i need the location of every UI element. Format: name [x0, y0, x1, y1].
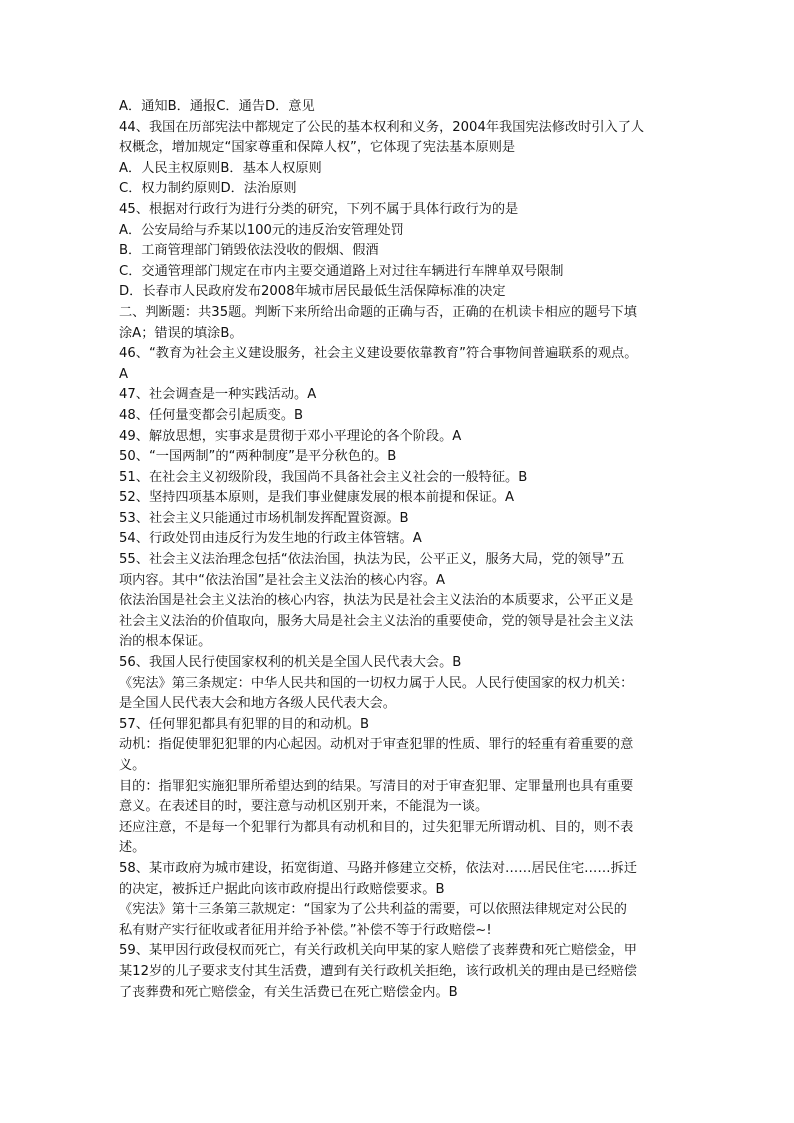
text-line: 56、我国人民行使国家权利的机关是全国人民代表大会。B [119, 655, 462, 671]
text-line: 59、某甲因行政侵权而死亡，有关行政机关向甲某的家人赔偿了丧葬费和死亡赔偿金，甲 [119, 943, 637, 959]
text-line: 的决定，被拆迁户据此向该市政府提出行政赔偿要求。B [119, 881, 445, 897]
text-line: 动机：指促使罪犯犯罪的内心起因。动机对于审查犯罪的性质、罪行的轻重有着重要的意 [119, 737, 634, 753]
text-line: 46、“教育为社会主义建设服务，社会主义建设要依靠教育”符合事物间普遍联系的观点。 [119, 346, 638, 362]
text-line: 58、某市政府为城市建设，拓宽街道、马路并修建立交桥，依法对……居民住宅……拆迁 [119, 860, 637, 876]
text-line: 涂A；错误的填涂B。 [119, 325, 243, 341]
text-line: 45、根据对行政行为进行分类的研究，下列不属于具体行政行为的是 [119, 201, 519, 217]
text-line: 权概念，增加规定“国家尊重和保障人权”，它体现了宪法基本原则是 [119, 140, 516, 156]
text-line: A．通知B．通报C．通告D．意见 [119, 99, 315, 114]
text-line: 项内容。其中“依法治国”是社会主义法治的核心内容。A [119, 572, 445, 588]
text-line: 48、任何量变都会引起质变。B [119, 407, 304, 423]
text-line: A．人民主权原则B．基本人权原则 [119, 160, 322, 176]
text-line: 54、行政处罚由违反行为发生地的行政主体管辖。A [119, 531, 422, 547]
text-line: 社会主义法治的价值取向，服务大局是社会主义法治的重要使命，党的领导是社会主义法 [119, 613, 634, 629]
text-line: 私有财产实行征收或者征用并给予补偿。”补偿不等于行政赔偿~! [119, 922, 492, 938]
text-line: 二、判断题：共35题。判断下来所给出命题的正确与否，正确的在机读卡相应的题号下填 [119, 304, 637, 320]
text-line: 《宪法》第十三条第三款规定：“国家为了公共利益的需要，可以依照法律规定对公民的 [119, 902, 627, 918]
text-line: 还应注意，不是每一个犯罪行为都具有动机和目的，过失犯罪无所谓动机、目的，则不表 [119, 819, 634, 835]
text-line: 53、社会主义只能通过市场机制发挥配置资源。B [119, 510, 409, 526]
text-line: 《宪法》第三条规定：中华人民共和国的一切权力属于人民。人民行使国家的权力机关： [119, 675, 634, 691]
text-line: D．长春市人民政府发布2008年城市居民最低生活保障标准的决定 [119, 284, 506, 300]
text-line: 52、坚持四项基本原则，是我们事业健康发展的根本前提和保证。A [119, 490, 515, 506]
text-line: C．交通管理部门规定在市内主要交通道路上对过往车辆进行车牌单双号限制 [119, 263, 564, 279]
text-line: 47、社会调查是一种实践活动。A [119, 387, 317, 403]
text-line: A．公安局给与乔某以100元的违反治安管理处罚 [119, 222, 404, 238]
text-line: 50、“一国两制”的“两种制度”是平分秋色的。B [119, 449, 397, 465]
text-line: 51、在社会主义初级阶段，我国尚不具备社会主义社会的一般特征。B [119, 469, 528, 485]
text-line: 了丧葬费和死亡赔偿金，有关生活费已在死亡赔偿金内。B [119, 984, 458, 1000]
document-body [119, 97, 679, 1003]
text-line: 治的根本保证。 [119, 634, 212, 650]
text-line: A [119, 366, 129, 382]
text-line: 55、社会主义法治理念包括“依法治国，执法为民，公平正义，服务大局，党的领导”五 [119, 552, 625, 568]
text-line: 意义。在表述目的时，要注意与动机区别开来，不能混为一谈。 [119, 799, 489, 815]
text-line: 义。 [119, 758, 146, 773]
text-line: 目的：指罪犯实施犯罪所希望达到的结果。写清目的对于审查犯罪、定罪量刑也具有重要 [119, 778, 634, 794]
text-line: C．权力制约原则D．法治原则 [119, 181, 297, 197]
text-line: 49、解放思想，实事求是贯彻于邓小平理论的各个阶段。A [119, 428, 462, 444]
text-line: 44、我国在历部宪法中都规定了公民的基本权利和义务，2004年我国宪法修改时引入了人 [119, 119, 645, 135]
text-line: 57、任何罪犯都具有犯罪的目的和动机。B [119, 716, 370, 732]
text-line: 依法治国是社会主义法治的核心内容，执法为民是社会主义法治的本质要求，公平正义是 [119, 593, 634, 609]
text-line: B．工商管理部门销毁依法没收的假烟、假酒 [119, 243, 379, 259]
text-line: 某12岁的儿子要求支付其生活费，遭到有关行政机关拒绝，该行政机关的理由是已经赔偿 [119, 963, 637, 979]
text-line: 述。 [119, 840, 146, 856]
text-line: 是全国人民代表大会和地方各级人民代表大会。 [119, 696, 396, 712]
